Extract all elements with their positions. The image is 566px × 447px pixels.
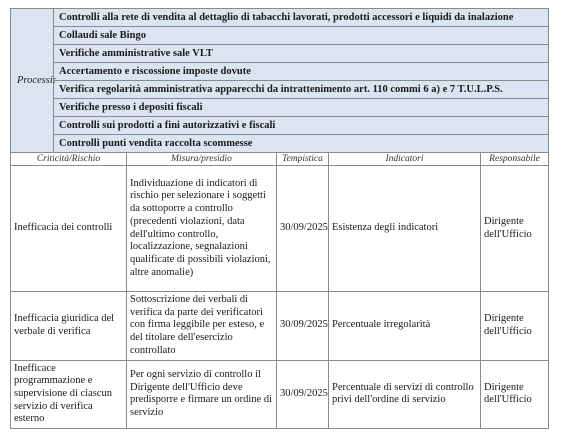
cell-criticita: Inefficacia dei controlli [11, 166, 127, 292]
cell-responsabile: Dirigente dell'Ufficio [481, 292, 549, 361]
cell-indicatori: Percentuale irregolarità [329, 292, 481, 361]
cell-criticita: Inefficace programmazione e supervisione di ciascun servizio di verifica esterno [11, 360, 127, 429]
processo-item: Verifiche presso i depositi fiscali [54, 99, 549, 117]
cell-responsabile: Dirigente dell'Ufficio [481, 166, 549, 292]
processo-item: Controlli alla rete di vendita al dettaglio di tabacchi lavorati, prodotti accessori e liquidi da inalazione [54, 9, 549, 27]
cell-indicatori: Esistenza degli indicatori [329, 166, 481, 292]
header-tempistica: Tempistica [277, 153, 329, 166]
header-indicatori: Indicatori [329, 153, 481, 166]
cell-misura: Per ogni servizio di controllo il Dirigente dell'Ufficio deve predisporre e firmare un ordine di servizio [127, 360, 277, 429]
processo-item: Controlli sui prodotti a fini autorizzativi e fiscali [54, 117, 549, 135]
header-criticita: Criticità/Rischio [11, 153, 127, 166]
processi-row [11, 9, 549, 27]
processo-item: Verifiche amministrative sale VLT [54, 45, 549, 63]
table-row [11, 360, 549, 429]
cell-tempistica: 30/09/2025 [277, 166, 329, 292]
cell-indicatori: Percentuale di servizi di controllo privi dell'ordine di servizio [329, 360, 481, 429]
processo-item: Verifica regolarità amministrativa apparecchi da intrattenimento art. 110 commi 6 a) e 7 T.U.L.P.S. [54, 81, 549, 99]
table-row [11, 166, 549, 292]
cell-misura: Sottoscrizione dei verbali di verifica da parte dei verificatori con firma leggibile per esteso, e del titolare dell'esercizio controllato [127, 292, 277, 361]
header-row [11, 153, 549, 166]
processi-label: Processi: [11, 9, 54, 153]
processo-item: Collaudi sale Bingo [54, 27, 549, 45]
processo-item: Accertamento e riscossione imposte dovute [54, 63, 549, 81]
table-row [11, 292, 549, 361]
cell-criticita: Inefficacia giuridica del verbale di verifica [11, 292, 127, 361]
header-misura: Misura/presidio [127, 153, 277, 166]
processo-item: Controlli punti vendita raccolta scommesse [54, 135, 549, 153]
cell-misura: Individuazione di indicatori di rischio per selezionare i soggetti da sottoporre a controllo (precedenti violazioni, data dell'ultimo controllo, localizzazione, segnalazioni qualificate di possibili violazioni, altre anomalie) [127, 166, 277, 292]
cell-responsabile: Dirigente dell'Ufficio [481, 360, 549, 429]
header-responsabile: Responsabile [481, 153, 549, 166]
cell-tempistica: 30/09/2025 [277, 292, 329, 361]
cell-tempistica: 30/09/2025 [277, 360, 329, 429]
risk-table [10, 8, 549, 429]
